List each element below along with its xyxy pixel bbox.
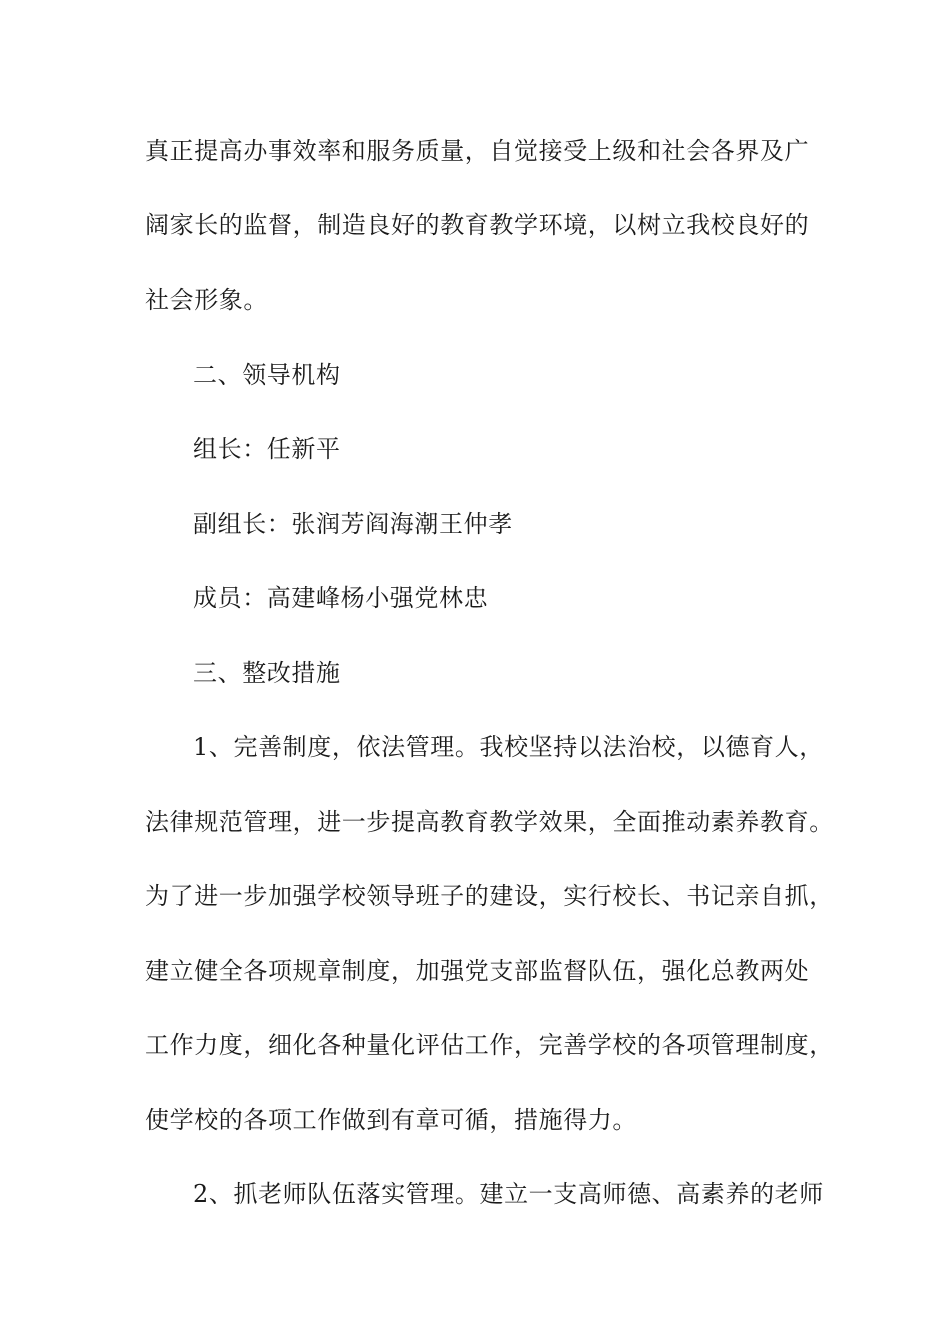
paragraph-line: 使学校的各项工作做到有章可循，措施得力。 (145, 1106, 637, 1134)
paragraph-line: 工作力度，细化各种量化评估工作，完善学校的各项管理制度， (145, 1031, 834, 1059)
section-heading: 三、整改措施 (193, 659, 341, 687)
section-heading: 二、领导机构 (193, 361, 341, 389)
paragraph-line: 1、完善制度，依法管理。我校坚持以法治校，以德育人， (193, 733, 824, 761)
paragraph-line: 真正提高办事效率和服务质量，自觉接受上级和社会各界及广 (145, 137, 810, 165)
paragraph-line: 2、抓老师队伍落实管理。建立一支高师德、高素养的老师 (193, 1180, 824, 1208)
members-line: 成员：高建峰杨小强党林忠 (193, 584, 489, 612)
paragraph-line: 为了进一步加强学校领导班子的建设，实行校长、书记亲自抓， (145, 882, 834, 910)
leader-line: 组长：任新平 (193, 435, 341, 463)
paragraph-line: 法律规范管理，进一步提高教育教学效果，全面推动素养教育。 (145, 808, 834, 836)
paragraph-line: 建立健全各项规章制度，加强党支部监督队伍，强化总教两处 (145, 957, 810, 985)
deputy-leader-line: 副组长：张润芳阎海潮王仲孝 (193, 510, 513, 538)
paragraph-line: 阔家长的监督，制造良好的教育教学环境，以树立我校良好的 (145, 211, 810, 239)
paragraph-line: 社会形象。 (145, 286, 268, 314)
